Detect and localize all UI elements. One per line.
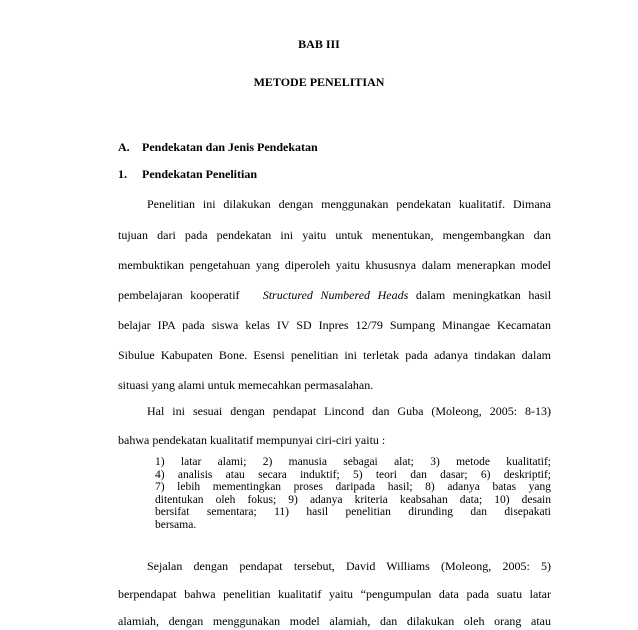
paragraph-line: Sejalan dengan pendapat tersebut, David Williams (Moleong, 2005: 5) <box>147 559 551 573</box>
paragraph-line: membuktikan pengetahuan yang diperoleh yaitu khususnya dalam menerapkan model <box>118 258 551 272</box>
block-quote <box>155 456 551 531</box>
quote-line: 1) latar alami; 2) manusia sebagai alat; 3) metode kualitatif; <box>155 456 551 468</box>
paragraph-line: tujuan dari pada pendekatan ini yaitu untuk menentukan, mengembangkan dan <box>118 228 551 242</box>
subsection-number: 1. <box>118 167 127 181</box>
subsection-title: Pendekatan Penelitian <box>142 167 258 181</box>
text-run: dalam meningkatkan hasil <box>415 288 552 302</box>
paragraph-line: alamiah, dengan menggunakan model alamiah, dan dilakukan oleh orang atau <box>118 614 551 628</box>
text-run: pembelajaran kooperatif <box>118 288 240 302</box>
quote-line: 7) lebih mementingkan proses daripada hasil; 8) adanya batas yang <box>155 481 551 493</box>
paragraph-line: bahwa pendekatan kualitatif mempunyai ciri-ciri yaitu : <box>118 433 386 447</box>
paragraph-line-mixed <box>118 288 551 302</box>
quote-line: bersifat sementara; 11) hasil penelitian dirunding dan disepakati <box>155 506 551 518</box>
paragraph-line: berpendapat bahwa penelitian kualitatif yaitu “pengumpulan data pada suatu latar <box>118 587 551 601</box>
paragraph-line: Penelitian ini dilakukan dengan menggunakan pendekatan kualitatif. Dimana <box>147 197 551 211</box>
subsection-heading-1 <box>118 167 257 182</box>
paragraph-line: belajar IPA pada siswa kelas IV SD Inpres 12/79 Sumpang Minangae Kecamatan <box>118 318 551 332</box>
section-heading-a <box>118 140 318 155</box>
paragraph-line: Hal ini sesuai dengan pendapat Lincond dan Guba (Moleong, 2005: 8-13) <box>147 404 551 418</box>
chapter-title: METODE PENELITIAN <box>253 75 385 89</box>
chapter-label: BAB III <box>298 37 340 51</box>
italic-term: Structured Numbered Heads <box>262 288 409 302</box>
paragraph-line: Sibulue Kabupaten Bone. Esensi penelitian ini terletak pada adanya tindakan dalam <box>118 348 551 362</box>
paragraph-line: situasi yang alami untuk memecahkan permasalahan. <box>118 378 374 392</box>
quote-line: ditentukan oleh fokus; 9) adanya kriteria keabsahan data; 10) desain <box>155 493 551 506</box>
section-title: Pendekatan dan Jenis Pendekatan <box>142 140 318 154</box>
section-number: A. <box>118 140 130 154</box>
quote-line: bersama. <box>155 518 197 531</box>
quote-line: 4) analisis atau secara induktif; 5) teori dan dasar; 6) deskriptif; <box>155 468 551 481</box>
